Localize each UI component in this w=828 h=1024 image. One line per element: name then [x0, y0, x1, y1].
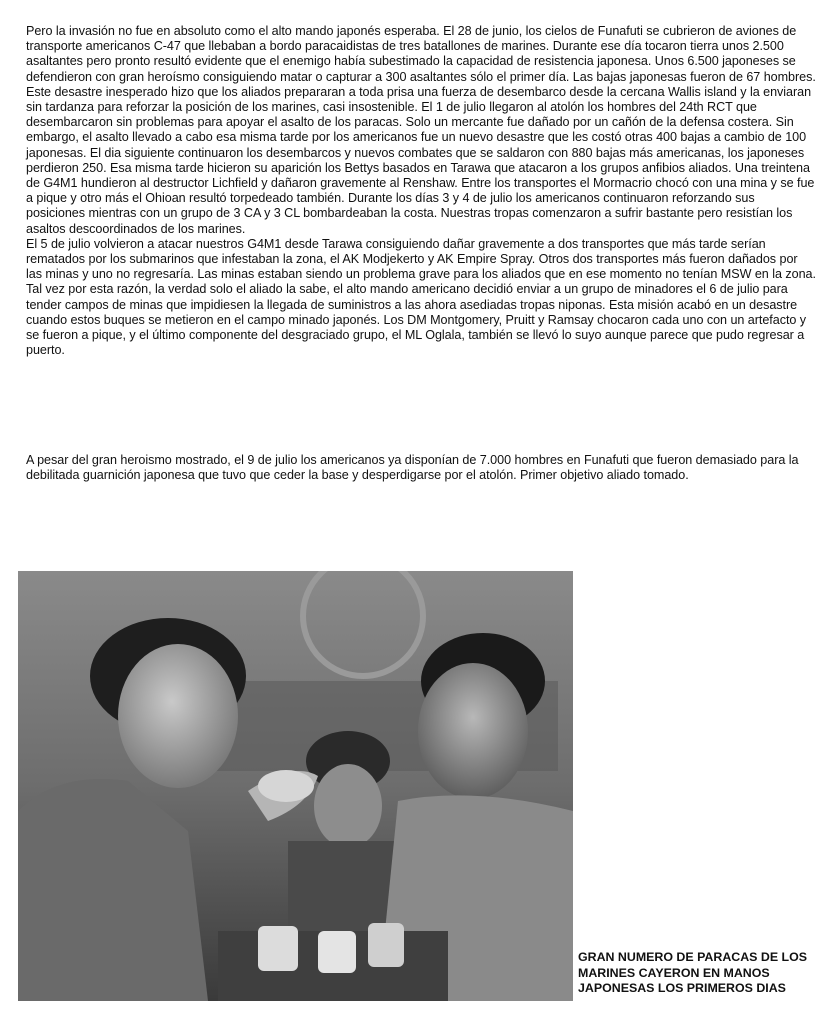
closing-paragraph: [26, 453, 816, 483]
marines-photo: [18, 571, 573, 1001]
marines-photo-illustration: [18, 571, 573, 1001]
closing-paragraph-text: A pesar del gran heroismo mostrado, el 9 de julio los americanos ya disponían de 7.000 hombres en Funafuti que fueron demasiado para la debilitada guarnición japonesa que tuvo que ceder la base y desperdigarse por el atolón. Primer objetivo aliado tomado.: [26, 453, 799, 483]
article-paragraph-3: El 5 de julio volvieron a atacar nuestros G4M1 desde Tarawa consiguiendo dañar gravemente a dos transportes que más tarde serían rematados por los submarinos que infestaban la zona, el AK Modjekerto y AK Empire Spray. Otros dos transportes más fueron dañados por las minas y uno no regresaría. Las minas estaban siendo un problema grave para los aliados que en ese momento no tenían MSW en la zona. Tal vez por esta razón, la verdad solo el aliado la sabe, el alto mando americano decidió enviar a un grupo de minadores el 6 de julio para tender campos de minas que impidiesen la llegada de suministros a las ahora asediadas tropas niponas. Esta misión acabó en un desastre cuando estos buques se metieron en el campo minado japonés. Los DM Montgomery, Pruitt y Ramsay chocaron cada uno con un artefacto y se fueron a pique, y el último componente del desgraciado grupo, el ML Oglala, también se llevó lo suyo aunque parece que pudo regresar a puerto.: [26, 236, 816, 358]
article-paragraph-2: Este desastre inesperado hizo que los aliados prepararan a toda prisa una fuerza de desembarco desde la cercana Wallis island y la enviaran sin tardanza para reforzar la posición de los marines, casi insostenible. El 1 de julio llegaron al atolón los hombres del 24th RCT que desembarcaron sin problemas para apoyar el asalto de los paracas. Solo un mercante fue dañado por un cañón de la defensa costera. Sin embargo, el asalto llevado a cabo esa misma tarde por los americanos fue un nuevo desastre que les costó otras 400 bajas a cambio de 100 japonesas. El dia siguiente continuaron los desembarcos y nuevos combates que se saldaron con 880 bajas más americanas, los japoneses perdieron 250. Esa misma tarde hicieron su aparición los Bettys basados en Tarawa que atacaron a los grupos anfibios aliados. Una treintena de G4M1 hundieron al destructor Lichfield y dañaron gravemente al Renshaw. Entre los transportes el Mormacrio chocó con una mina y se fue a pique y otro más el Ohioan resultó torpedeado también. Durante los días 3 y 4 de julio los americanos continuaron reforzando sus posiciones mientras con un grupo de 3 CA y 3 CL bombardeaban la costa. Nuestras tropas comenzaron a sufrir bastante pero resistían los asaltos descoordinados de los marines.: [26, 84, 815, 236]
photo-caption: GRAN NUMERO DE PARACAS DE LOS MARINES CAYERON EN MANOS JAPONESAS LOS PRIMEROS DIAS: [578, 950, 808, 995]
article-body: [26, 24, 816, 358]
article-paragraph-1: Pero la invasión no fue en absoluto como el alto mando japonés esperaba. El 28 de junio, los cielos de Funafuti se cubrieron de aviones de transporte americanos C-47 que llebaban a bordo paracaidistas de tres batallones de marines. Durante ese día tocaron tierra unos 2.500 asaltantes pero pronto resultó evidente que el enemigo había subestimado la capacidad de resistencia japonesa. Unos 6.500 japoneses se defendieron con gran heroísmo consiguiendo matar o capturar a 300 asaltantes sólo el primer día. Las bajas japonesas fueron de 67 hombres.: [26, 24, 816, 84]
